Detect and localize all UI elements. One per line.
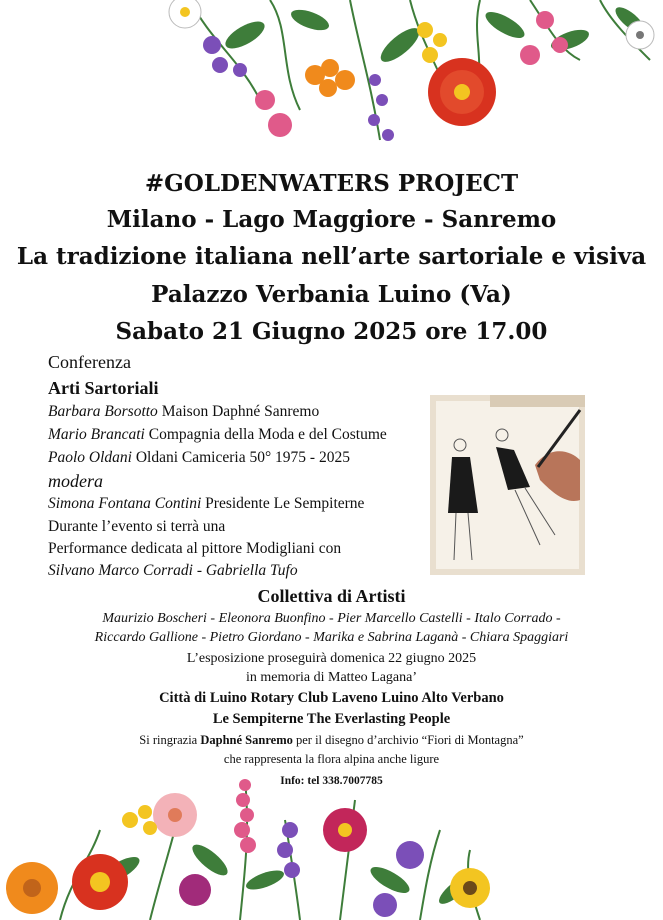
- event-line-1: Durante l’evento si terrà una: [48, 518, 226, 535]
- exhibition-line: L’esposizione proseguirà domenica 22 giugno 2025: [186, 651, 477, 666]
- speaker-role: Maison Daphné Sanremo: [157, 403, 320, 420]
- thanks-prefix: Si ringrazia: [139, 733, 201, 747]
- thanks-line-1: [0, 733, 663, 748]
- speaker-3: [48, 449, 350, 467]
- artists-title: Collettiva di Artisti: [257, 586, 406, 606]
- top-floral-illustration: [150, 0, 663, 150]
- artists-line-2: Riccardo Gallione - Pietro Giordano - Marika e Sabrina Laganà - Chiara Spaggiari: [94, 630, 569, 645]
- thanks-suffix: per il disegno d’archivio “Fiori di Montagna”: [292, 733, 524, 747]
- sponsors-line-2: Le Sempiterne The Everlasting People: [212, 711, 451, 727]
- memory-line: in memoria di Matteo Lagana’: [245, 670, 418, 685]
- moderator-name: Simona Fontana Contini: [48, 495, 202, 512]
- thanks-line-2: che rappresenta la flora alpina anche ligure: [223, 752, 440, 766]
- date-line: Sabato 21 Giugno 2025 ore 17.00: [115, 318, 548, 345]
- venue-line: Palazzo Verbania Luino (Va): [151, 281, 512, 308]
- artists-line-1: Maurizio Boscheri - Eleonora Buonfino - Pier Marcello Castelli - Italo Corrado -: [102, 611, 561, 626]
- section-title: Arti Sartoriali: [48, 378, 159, 398]
- fashion-sketch-photo: [430, 395, 585, 575]
- speaker-2: [48, 426, 387, 444]
- moderator-role: Presidente Le Sempiterne: [201, 495, 365, 512]
- performers: Silvano Marco Corradi - Gabriella Tufo: [48, 562, 298, 579]
- project-title: #GOLDENWATERS PROJECT: [144, 170, 519, 197]
- speaker-1: [48, 403, 319, 421]
- speaker-name: Mario Brancati: [48, 426, 145, 443]
- moderator-label: modera: [48, 471, 103, 491]
- speaker-role: Oldani Camiceria 50° 1975 - 2025: [131, 449, 350, 466]
- moderator: [48, 495, 364, 513]
- subtitle-line: La tradizione italiana nell’arte sartoriale e visiva: [16, 243, 647, 270]
- speaker-role: Compagnia della Moda e del Costume: [144, 426, 387, 443]
- sponsors-line-1: Città di Luino Rotary Club Laveno Luino Alto Verbano: [159, 690, 504, 706]
- speaker-name: Barbara Borsotto: [48, 403, 158, 420]
- route-line: Milano - Lago Maggiore - Sanremo: [106, 206, 557, 233]
- conference-label: Conferenza: [48, 352, 131, 372]
- event-line-2: Performance dedicata al pittore Modigliani con: [48, 540, 342, 557]
- speaker-name: Paolo Oldani: [48, 449, 132, 466]
- info-line: Info: tel 338.7007785: [280, 775, 383, 787]
- bottom-floral-illustration: [0, 770, 663, 920]
- thanks-name: Daphné Sanremo: [200, 733, 293, 747]
